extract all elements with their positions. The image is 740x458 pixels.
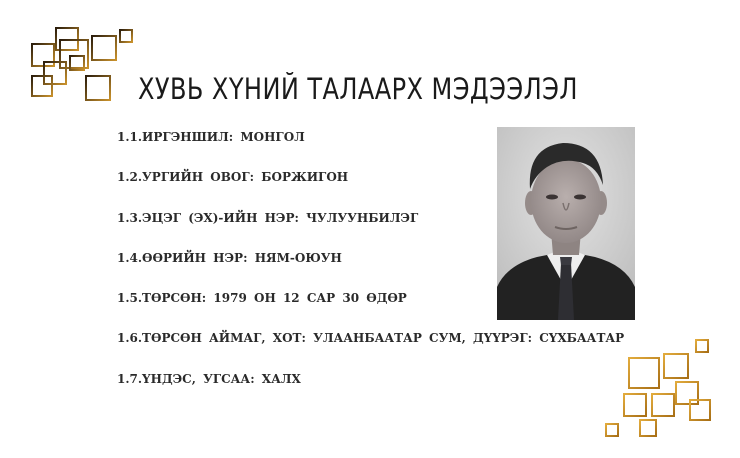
portrait-photo [497,127,635,320]
info-item-ethnicity: 1.7.ҮНДЭС, УГСАА: ХАЛХ [117,371,301,386]
info-item-citizenship: 1.1.ИРГЭНШИЛ: МОНГОЛ [117,130,305,144]
info-item-parent-name: 1.3.ЭЦЭГ (ЭХ)-ИЙН НЭР: ЧУЛУУНБИЛЭГ [117,210,419,225]
info-item-clan-name: 1.2.УРГИЙН ОВОГ: БОРЖИГОН [117,170,349,185]
info-item-birth-date: 1.5.ТӨРСӨН: 1979 ОН 12 САР 30 ӨДӨР [117,291,407,306]
info-item-given-name: 1.4.ӨӨРИЙН НЭР: НЯМ-ОЮУН [117,250,342,265]
page-title: ХУВЬ ХҮНИЙ ТАЛААРХ МЭДЭЭЛЭЛ [138,72,578,106]
info-item-birth-place: 1.6.ТӨРСӨН АЙМАГ, ХОТ: УЛААНБААТАР СУМ, ДҮҮРЭГ: СҮХБААТАР [117,331,625,346]
